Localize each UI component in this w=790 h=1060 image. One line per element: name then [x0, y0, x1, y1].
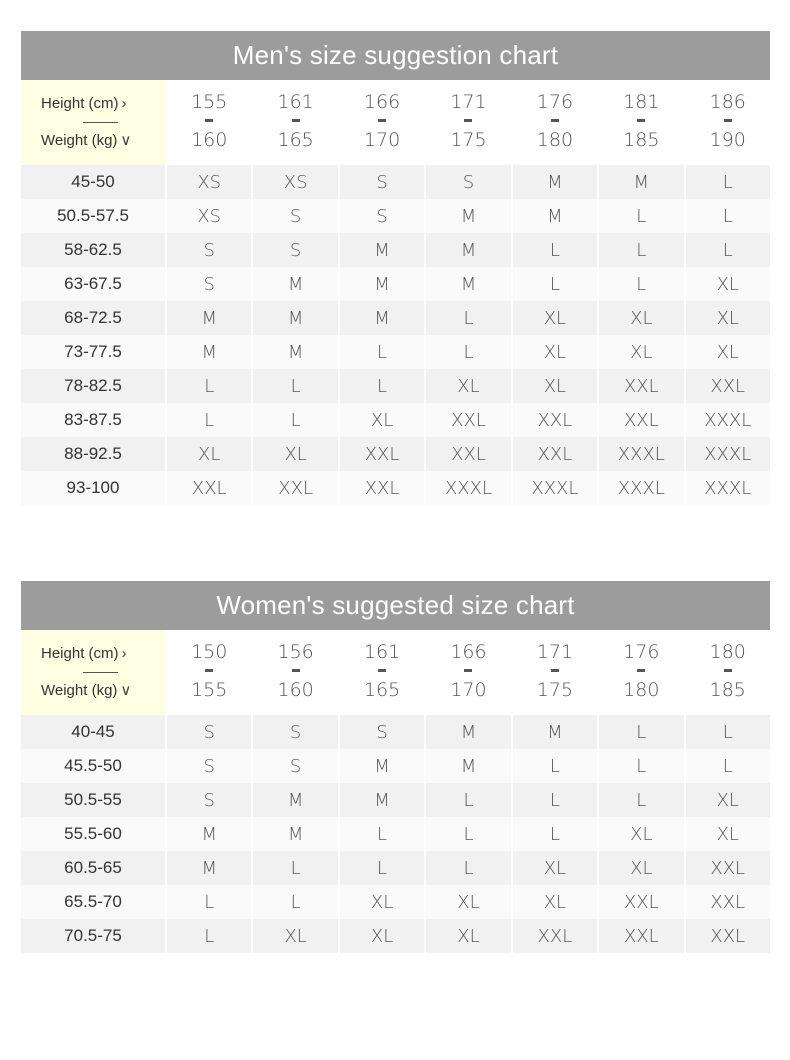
height-range-header: [338, 630, 424, 715]
size-cell: S: [338, 165, 424, 199]
height-to: 185: [623, 129, 660, 151]
table-row: [21, 919, 770, 953]
table-row: [21, 403, 770, 437]
height-axis-label: Height (cm) ›: [41, 645, 127, 662]
size-cell: M: [165, 301, 251, 335]
size-cell: M: [165, 817, 251, 851]
size-cell: L: [511, 233, 597, 267]
weight-range-cell: 58-62.5: [21, 233, 165, 267]
height-to: 160: [277, 679, 314, 701]
size-cell: L: [684, 233, 770, 267]
size-cell: L: [511, 783, 597, 817]
height-from: 176: [623, 641, 660, 663]
size-cell: XXXL: [684, 437, 770, 471]
size-cell: S: [424, 165, 510, 199]
height-to: 180: [623, 679, 660, 701]
size-cell: M: [338, 301, 424, 335]
size-cell: XXL: [424, 437, 510, 471]
size-cell: XS: [251, 165, 337, 199]
height-to: 165: [277, 129, 314, 151]
size-cell: M: [511, 715, 597, 749]
size-cell: XL: [684, 817, 770, 851]
size-cell: S: [251, 749, 337, 783]
size-cell: XL: [251, 437, 337, 471]
range-dash: [637, 119, 645, 122]
size-cell: L: [684, 165, 770, 199]
size-cell: XXL: [597, 403, 683, 437]
height-to: 160: [191, 129, 228, 151]
size-cell: L: [338, 817, 424, 851]
divider: [83, 122, 118, 123]
height-range-header: [511, 630, 597, 715]
height-from: 150: [191, 641, 228, 663]
table-row: [21, 199, 770, 233]
chart-title: Women's suggested size chart: [21, 581, 770, 630]
table-row: [21, 335, 770, 369]
height-range-header: [597, 630, 683, 715]
size-cell: XXXL: [684, 471, 770, 505]
size-cell: L: [424, 335, 510, 369]
size-cell: L: [597, 715, 683, 749]
size-cell: XXL: [424, 403, 510, 437]
size-cell: XL: [251, 919, 337, 953]
height-from: 161: [363, 641, 401, 663]
size-cell: XL: [424, 885, 510, 919]
weight-range-cell: 70.5-75: [21, 919, 165, 953]
table-row: [21, 165, 770, 199]
weight-range-cell: 88-92.5: [21, 437, 165, 471]
size-cell: XL: [511, 301, 597, 335]
size-cell: M: [165, 335, 251, 369]
size-cell: S: [165, 715, 251, 749]
size-cell: XL: [511, 335, 597, 369]
size-cell: L: [251, 403, 337, 437]
chart-header: [21, 80, 770, 165]
chart-body: [21, 715, 770, 953]
height-range-header: [251, 80, 337, 165]
height-to: 170: [450, 679, 487, 701]
size-cell: XXL: [511, 437, 597, 471]
weight-range-cell: 63-67.5: [21, 267, 165, 301]
size-cell: M: [338, 749, 424, 783]
size-cell: XL: [338, 885, 424, 919]
range-dash: [551, 119, 559, 122]
size-cell: L: [251, 885, 337, 919]
size-cell: XXL: [511, 919, 597, 953]
size-cell: XL: [338, 403, 424, 437]
height-to: 185: [709, 679, 746, 701]
divider: [83, 672, 118, 673]
height-range-header: [424, 630, 510, 715]
size-cell: XXXL: [597, 471, 683, 505]
size-cell: XXL: [165, 471, 251, 505]
range-dash: [464, 669, 472, 672]
weight-range-cell: 65.5-70: [21, 885, 165, 919]
height-range-header: [684, 80, 770, 165]
size-cell: L: [424, 301, 510, 335]
size-cell: XXL: [597, 369, 683, 403]
range-dash: [724, 669, 732, 672]
size-cell: XL: [684, 267, 770, 301]
height-from: 156: [277, 641, 314, 663]
height-range-header: [165, 80, 251, 165]
size-cell: XL: [684, 335, 770, 369]
weight-range-cell: 45.5-50: [21, 749, 165, 783]
size-cell: L: [165, 885, 251, 919]
size-cell: S: [165, 783, 251, 817]
table-row: [21, 301, 770, 335]
size-cell: M: [424, 199, 510, 233]
size-cell: L: [597, 267, 683, 301]
height-range-header: [511, 80, 597, 165]
size-cell: S: [338, 715, 424, 749]
size-cell: XXL: [338, 471, 424, 505]
height-to: 165: [363, 679, 401, 701]
size-cell: S: [165, 267, 251, 301]
size-cell: XL: [684, 301, 770, 335]
height-from: 155: [191, 91, 228, 113]
height-from: 161: [277, 91, 314, 113]
height-range-header: [251, 630, 337, 715]
weight-range-cell: 78-82.5: [21, 369, 165, 403]
size-cell: L: [338, 335, 424, 369]
size-cell: L: [251, 369, 337, 403]
size-cell: S: [165, 749, 251, 783]
chevron-right-icon: ›: [121, 95, 127, 112]
size-cell: XXL: [597, 919, 683, 953]
table-row: [21, 267, 770, 301]
table-row: [21, 437, 770, 471]
chart-header: [21, 630, 770, 715]
size-cell: M: [424, 749, 510, 783]
weight-range-cell: 45-50: [21, 165, 165, 199]
height-from: 181: [623, 91, 660, 113]
size-cell: L: [684, 715, 770, 749]
size-cell: L: [251, 851, 337, 885]
size-cell: XL: [511, 851, 597, 885]
range-dash: [205, 119, 213, 122]
range-dash: [292, 669, 300, 672]
height-to: 175: [536, 679, 574, 701]
size-cell: L: [684, 199, 770, 233]
size-cell: S: [251, 233, 337, 267]
size-cell: M: [338, 783, 424, 817]
range-dash: [378, 669, 386, 672]
table-row: [21, 369, 770, 403]
range-dash: [205, 669, 213, 672]
size-cell: S: [251, 715, 337, 749]
height-from: 180: [709, 641, 746, 663]
height-from: 166: [450, 641, 487, 663]
weight-axis-label: Weight (kg) ∨: [41, 682, 132, 699]
size-cell: M: [424, 267, 510, 301]
height-from: 171: [536, 641, 574, 663]
size-cell: XXL: [684, 851, 770, 885]
size-cell: XXL: [251, 471, 337, 505]
size-cell: L: [597, 749, 683, 783]
table-row: [21, 783, 770, 817]
height-from: 176: [536, 91, 574, 113]
size-cell: M: [424, 715, 510, 749]
chevron-right-icon: ›: [121, 645, 127, 662]
table-row: [21, 233, 770, 267]
height-range-header: [338, 80, 424, 165]
height-range-header: [597, 80, 683, 165]
weight-range-cell: 68-72.5: [21, 301, 165, 335]
size-cell: XL: [597, 301, 683, 335]
range-dash: [464, 119, 472, 122]
size-cell: XL: [511, 369, 597, 403]
size-cell: M: [251, 301, 337, 335]
height-from: 186: [709, 91, 746, 113]
size-cell: XL: [165, 437, 251, 471]
height-from: 166: [363, 91, 401, 113]
table-row: [21, 885, 770, 919]
size-cell: XXXL: [511, 471, 597, 505]
weight-range-cell: 50.5-57.5: [21, 199, 165, 233]
height-to: 175: [450, 129, 487, 151]
weight-range-cell: 55.5-60: [21, 817, 165, 851]
size-cell: XXXL: [597, 437, 683, 471]
range-dash: [724, 119, 732, 122]
size-cell: XXXL: [424, 471, 510, 505]
size-cell: L: [597, 233, 683, 267]
size-cell: M: [165, 851, 251, 885]
size-cell: XXL: [597, 885, 683, 919]
size-cell: XS: [165, 165, 251, 199]
women-size-chart: [21, 581, 770, 953]
size-cell: M: [251, 267, 337, 301]
size-cell: S: [251, 199, 337, 233]
height-to: 190: [709, 129, 746, 151]
axis-legend: [21, 630, 165, 715]
size-cell: XL: [597, 335, 683, 369]
size-cell: L: [511, 817, 597, 851]
size-cell: S: [338, 199, 424, 233]
size-cell: XXL: [511, 403, 597, 437]
size-cell: L: [511, 749, 597, 783]
size-cell: XXXL: [684, 403, 770, 437]
weight-range-cell: 50.5-55: [21, 783, 165, 817]
size-cell: M: [251, 817, 337, 851]
size-cell: XXL: [684, 919, 770, 953]
weight-range-cell: 60.5-65: [21, 851, 165, 885]
size-cell: XS: [165, 199, 251, 233]
size-cell: M: [424, 233, 510, 267]
height-range-header: [684, 630, 770, 715]
size-cell: M: [338, 233, 424, 267]
men-size-chart: [21, 31, 770, 505]
size-cell: L: [338, 851, 424, 885]
range-dash: [292, 119, 300, 122]
size-cell: M: [338, 267, 424, 301]
size-cell: S: [165, 233, 251, 267]
weight-axis-label: Weight (kg) ∨: [41, 132, 132, 149]
size-cell: L: [597, 199, 683, 233]
height-axis-label: Height (cm) ›: [41, 95, 127, 112]
size-cell: XXL: [338, 437, 424, 471]
size-cell: L: [511, 267, 597, 301]
size-cell: XL: [597, 851, 683, 885]
size-cell: M: [251, 783, 337, 817]
size-cell: L: [597, 783, 683, 817]
size-cell: XL: [597, 817, 683, 851]
height-from: 171: [450, 91, 487, 113]
axis-legend: [21, 80, 165, 165]
height-to: 155: [191, 679, 228, 701]
range-dash: [378, 119, 386, 122]
size-cell: XXL: [684, 885, 770, 919]
table-row: [21, 471, 770, 505]
weight-range-cell: 40-45: [21, 715, 165, 749]
weight-range-cell: 73-77.5: [21, 335, 165, 369]
size-cell: XL: [338, 919, 424, 953]
size-cell: XXL: [684, 369, 770, 403]
table-row: [21, 817, 770, 851]
size-cell: L: [424, 783, 510, 817]
size-cell: M: [251, 335, 337, 369]
weight-range-cell: 83-87.5: [21, 403, 165, 437]
weight-range-cell: 93-100: [21, 471, 165, 505]
size-cell: XL: [424, 369, 510, 403]
size-cell: M: [511, 165, 597, 199]
chevron-down-icon: ∨: [120, 682, 132, 699]
size-cell: XL: [511, 885, 597, 919]
size-cell: L: [338, 369, 424, 403]
size-cell: L: [165, 403, 251, 437]
size-cell: M: [511, 199, 597, 233]
chart-title: Men's size suggestion chart: [21, 31, 770, 80]
chart-body: [21, 165, 770, 505]
chevron-down-icon: ∨: [120, 132, 132, 149]
height-range-header: [165, 630, 251, 715]
range-dash: [637, 669, 645, 672]
size-cell: XL: [684, 783, 770, 817]
size-cell: M: [597, 165, 683, 199]
size-cell: L: [424, 817, 510, 851]
height-range-header: [424, 80, 510, 165]
size-cell: L: [424, 851, 510, 885]
size-cell: L: [165, 369, 251, 403]
height-to: 180: [536, 129, 574, 151]
range-dash: [551, 669, 559, 672]
height-to: 170: [363, 129, 401, 151]
table-row: [21, 749, 770, 783]
size-cell: L: [165, 919, 251, 953]
table-row: [21, 715, 770, 749]
table-row: [21, 851, 770, 885]
size-cell: L: [684, 749, 770, 783]
size-cell: XL: [424, 919, 510, 953]
